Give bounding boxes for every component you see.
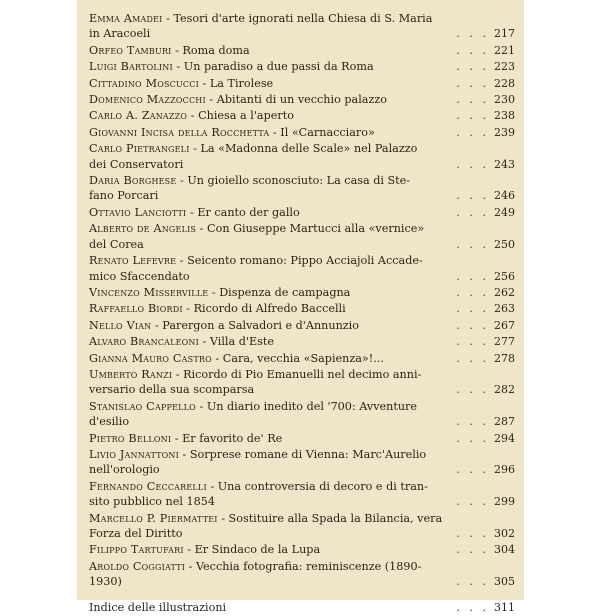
entry-page-number: 305 [494, 575, 515, 589]
entry-title: Un gioiello sconosciuto: La casa di Ste- fano Porcari [89, 174, 411, 203]
entry-page-number: 223 [494, 60, 515, 74]
entry-text: Giovanni Incisa della Rocchetta - Il «Carnacciaro» [89, 125, 375, 139]
entry-page-number: 296 [494, 463, 515, 477]
entry-page-number: 267 [494, 318, 515, 332]
entry-text: Luigi Bartolini - Un paradiso a due passi da Roma [89, 60, 374, 74]
leader-dots: . . . [456, 463, 489, 477]
toc-entry [89, 141, 515, 172]
leader-dots: . . . [456, 575, 489, 589]
entry-title: Parergon a Salvadori e d'Annunzio [162, 318, 359, 332]
entry-title: Er Sindaco de la Lupa [194, 543, 321, 557]
entry-title: Un paradiso a due passi da Roma [183, 60, 374, 74]
entry-title: Il «Carnacciaro» [280, 125, 375, 139]
toc-entry [89, 542, 515, 557]
toc-entry [89, 318, 515, 333]
leader-dots: . . . [456, 125, 489, 139]
table-of-contents [89, 11, 515, 616]
leader-dots: . . . [456, 60, 489, 74]
entry-title: Indice delle illustrazioni [89, 600, 227, 614]
entry-author: Domenico Mazzocchi [89, 93, 206, 107]
entry-author: Marcello P. Piermattei [89, 511, 218, 525]
entry-text: Vincenzo Misserville - Dispenza de campagna [89, 285, 351, 299]
entry-author: Carlo Pietrangeli [89, 142, 190, 156]
entry-text: Ottavio Lanciotti - Er canto der gallo [89, 205, 300, 219]
entry-text: Livio Jannattoni - Sorprese romane di Vienna: Marc'Aurelio nell'orologio [89, 447, 427, 477]
entry-author: Livio Jannattoni [89, 447, 179, 461]
entry-text: Raffaello Biordi - Ricordo di Alfredo Baccelli [89, 302, 346, 316]
entry-page-number: 239 [494, 125, 515, 139]
entry-title: Seicento romano: Pippo Acciajoli Accade- mico Sfaccendato [89, 254, 423, 283]
entry-page-number: 262 [494, 285, 515, 299]
toc-entry [89, 173, 515, 204]
entry-author: Raffaello Biordi [89, 302, 183, 316]
entry-title: Dispenza de campagna [219, 285, 351, 299]
leader-dots: . . . [456, 495, 489, 509]
entry-title: Roma doma [182, 43, 250, 57]
entry-title: Ricordo di Alfredo Baccelli [193, 302, 346, 316]
entry-text: Nello Vian - Parergon a Salvadori e d'Annunzio [89, 318, 359, 332]
leader-dots: . . . [456, 415, 489, 429]
entry-page-number: 277 [494, 335, 515, 349]
entry-title: Un diario inedito del '700: Avventure d'esilio [89, 399, 418, 429]
toc-entry [89, 11, 515, 42]
entry-author: Luigi Bartolini [89, 60, 173, 74]
entry-page-number: 249 [494, 205, 515, 219]
entry-title: Er favorito de' Re [182, 431, 283, 445]
entry-page-number: 250 [494, 237, 515, 251]
toc-entry [89, 511, 515, 542]
entry-title: La «Madonna delle Scale» nel Palazzo dei Conservatori [89, 142, 418, 171]
entry-author: Stanislao Cappello [89, 399, 196, 413]
book-page [77, 0, 524, 614]
entry-text [89, 600, 456, 615]
entry-page-number: 256 [494, 269, 515, 283]
toc-entry [89, 431, 515, 446]
entry-title: Con Giuseppe Martucci alla «vernice» del Corea [89, 222, 425, 251]
entry-title: La Tirolese [209, 76, 274, 90]
leader-dots: . . . [456, 543, 489, 557]
leader-dots: . . . [456, 285, 489, 299]
entry-title: Abitanti di un vecchio palazzo [216, 93, 387, 107]
entry-text: Carlo A. Zanazzo - Chiesa a l'aperto [89, 109, 294, 123]
leader-dots: . . . [456, 383, 489, 397]
entry-text: Marcello P. Piermattei - Sostituire alla Spada la Bilancia, vera Forza del Diritto [89, 511, 443, 540]
leader-dots: . . . [456, 157, 489, 171]
entry-page-number: 282 [494, 383, 515, 397]
entry-text: Alvaro Brancaleoni - Villa d'Este [89, 335, 274, 349]
entry-text: Daria Borghese - Un gioiello sconosciuto: La casa di Ste- fano Porcari [89, 174, 411, 203]
entry-title: Vecchia fotografia: reminiscenze (1890-1930) [89, 559, 422, 589]
entry-text: Alberto de Angelis - Con Giuseppe Martucci alla «vernice» del Corea [89, 222, 425, 251]
toc-entry [89, 125, 515, 140]
entry-author: Carlo A. Zanazzo [89, 109, 188, 123]
entry-page-number: 230 [494, 93, 515, 107]
entry-page-number: 243 [494, 157, 515, 171]
entry-page-number: 287 [494, 415, 515, 429]
toc-entry [89, 285, 515, 300]
entry-title: Chiesa a l'aperto [198, 109, 294, 123]
entry-title: Tesori d'arte ignorati nella Chiesa di S. Maria in Aracoeli [89, 12, 433, 41]
entry-title: Cara, vecchia «Sapienza»!... [222, 351, 384, 365]
leader-dots: . . . [456, 109, 489, 123]
entry-text: Fernando Ceccarelli - Una controversia di decoro e di tran- sito pubblico nel 1854 [89, 479, 428, 509]
leader-dots: . . . [456, 205, 489, 219]
entry-text: Aroldo Coggiatti - Vecchia fotografia: reminiscenze (1890-1930) [89, 559, 422, 589]
leader-dots: . . . [456, 431, 489, 445]
leader-dots: . . . [456, 527, 489, 540]
entry-page-number: 221 [494, 43, 515, 57]
toc-index-entry [89, 600, 515, 615]
entry-page-number: 263 [494, 302, 515, 316]
leader-dots: . . . [456, 351, 489, 365]
entry-author: Gianna Mauro Castro [89, 351, 212, 365]
toc-entry [89, 108, 515, 123]
entry-title: Er canto der gallo [197, 205, 300, 219]
toc-entry [89, 367, 515, 398]
entry-text: Orfeo Tamburi - Roma doma [89, 43, 250, 57]
entry-text: Renato Lefevre - Seicento romano: Pippo Acciajoli Accade- mico Sfaccendato [89, 254, 423, 283]
entry-author: Vincenzo Misserville [89, 285, 209, 299]
entry-text: Gianna Mauro Castro - Cara, vecchia «Sapienza»!... [89, 351, 384, 365]
toc-entry [89, 43, 515, 58]
entry-author: Cittadino Moscucci [89, 76, 199, 90]
toc-entry [89, 334, 515, 349]
toc-entry [89, 399, 515, 430]
entry-title: Villa d'Este [209, 335, 274, 349]
entry-author: Aroldo Coggiatti [89, 559, 186, 573]
leader-dots: . . . [456, 269, 489, 283]
toc-entry [89, 559, 515, 590]
entry-author: Alberto de Angelis [89, 222, 197, 236]
entry-title: Sorprese romane di Vienna: Marc'Aurelio nell'orologio [89, 447, 427, 477]
leader-dots: . . . [456, 27, 489, 41]
leader-dots: . . . [456, 93, 489, 107]
entry-text: Pietro Belloni - Er favorito de' Re [89, 431, 283, 445]
leader-dots: . . . [456, 335, 489, 349]
entry-author: Giovanni Incisa della Rocchetta [89, 125, 270, 139]
toc-entry [89, 92, 515, 107]
entry-text: Domenico Mazzocchi - Abitanti di un vecchio palazzo [89, 93, 387, 107]
entry-page-number: 302 [494, 527, 515, 540]
entry-author: Umberto Ranzi [89, 367, 173, 381]
toc-entry [89, 253, 515, 284]
toc-entry [89, 221, 515, 252]
entry-page-number: 217 [494, 27, 515, 41]
entry-page-number: 294 [494, 431, 515, 445]
leader-dots: . . . [456, 237, 489, 251]
entry-title: Sostituire alla Spada la Bilancia, vera Forza del Diritto [89, 511, 443, 540]
entry-author: Orfeo Tamburi [89, 43, 172, 57]
entry-author: Fernando Ceccarelli [89, 479, 207, 493]
leader-dots: . . . [456, 600, 489, 614]
entry-page-number: 311 [494, 600, 515, 614]
entry-author: Ottavio Lanciotti [89, 205, 187, 219]
entry-page-number: 246 [494, 189, 515, 203]
toc-entry [89, 205, 515, 220]
entry-author: Daria Borghese [89, 174, 177, 188]
entry-page-number: 238 [494, 109, 515, 123]
leader-dots: . . . [456, 76, 489, 90]
leader-dots: . . . [456, 43, 489, 57]
entry-page-number: 299 [494, 495, 515, 509]
entry-text: Emma Amadei - Tesori d'arte ignorati nella Chiesa di S. Maria in Aracoeli [89, 12, 433, 41]
entry-author: Emma Amadei [89, 12, 163, 25]
toc-entry [89, 479, 515, 510]
entry-title: Ricordo di Pio Emanuelli nel decimo anni- versario della sua scomparsa [89, 367, 422, 397]
entry-author: Alvaro Brancaleoni [89, 335, 199, 349]
toc-entry [89, 447, 515, 478]
toc-entry [89, 76, 515, 91]
entry-text: Cittadino Moscucci - La Tirolese [89, 76, 274, 90]
entry-author: Filippo Tartufari [89, 543, 184, 557]
entry-page-number: 228 [494, 76, 515, 90]
entry-page-number: 278 [494, 351, 515, 365]
entry-page-number: 304 [494, 543, 515, 557]
entry-author: Nello Vian [89, 318, 152, 332]
toc-entry [89, 301, 515, 316]
leader-dots: . . . [456, 189, 489, 203]
entry-title: Una controversia di decoro e di tran- sito pubblico nel 1854 [89, 479, 428, 509]
entry-text: Filippo Tartufari - Er Sindaco de la Lupa [89, 543, 321, 557]
entry-text: Stanislao Cappello - Un diario inedito del '700: Avventure d'esilio [89, 399, 418, 429]
leader-dots: . . . [456, 318, 489, 332]
entry-author: Pietro Belloni [89, 431, 172, 445]
entry-text: Umberto Ranzi - Ricordo di Pio Emanuelli nel decimo anni- versario della sua scomparsa [89, 367, 422, 397]
toc-entry [89, 351, 515, 366]
entry-text: Carlo Pietrangeli - La «Madonna delle Scale» nel Palazzo dei Conservatori [89, 142, 418, 171]
toc-entry [89, 59, 515, 74]
leader-dots: . . . [456, 302, 489, 316]
entry-author: Renato Lefevre [89, 254, 177, 268]
